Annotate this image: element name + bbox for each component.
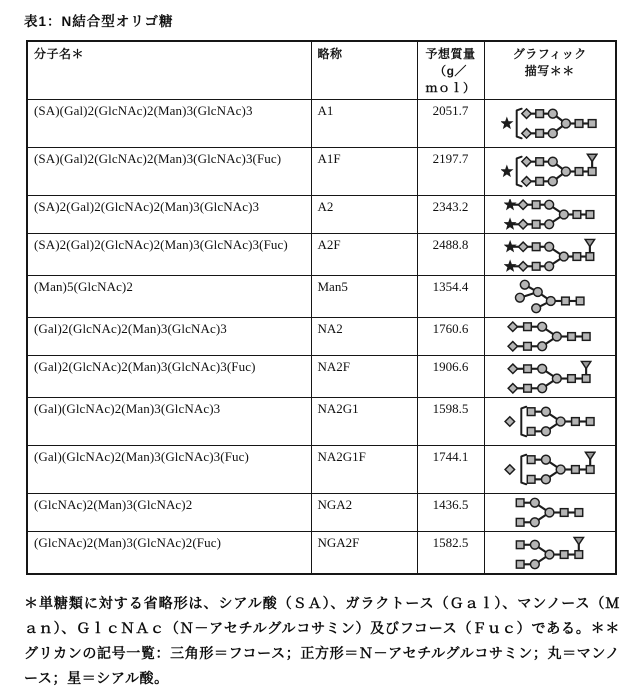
bracket	[521, 407, 526, 437]
mannose-circle-icon	[559, 210, 568, 219]
glcnac-square-icon	[524, 365, 532, 373]
glycan-diagram	[504, 237, 596, 272]
mannose-circle-icon	[545, 200, 554, 209]
molecule-name: (GlcNAc)2(Man)3(GlcNAc)2	[27, 494, 311, 532]
mannose-circle-icon	[541, 455, 550, 464]
glcnac-square-icon	[536, 177, 544, 185]
molecule-name: (Gal)2(GlcNAc)2(Man)3(GlcNAc)3(Fuc)	[27, 356, 311, 398]
table-row	[27, 446, 616, 494]
galactose-diamond-icon	[518, 220, 527, 229]
fucose-triangle-icon	[585, 452, 595, 459]
glcnac-square-icon	[536, 110, 544, 118]
glycan-diagram	[501, 103, 598, 144]
header-row	[27, 41, 616, 100]
mannose-circle-icon	[549, 177, 558, 186]
glcnac-square-icon	[573, 211, 581, 219]
galactose-diamond-icon	[522, 157, 532, 167]
glcnac-square-icon	[527, 427, 535, 435]
glycan-graphic-cell	[484, 446, 616, 494]
mannose-circle-icon	[515, 293, 524, 302]
glcnac-square-icon	[575, 168, 583, 176]
sialic-acid-star-icon	[504, 219, 515, 229]
molecule-name: (SA)(Gal)2(GlcNAc)2(Man)3(GlcNAc)3	[27, 100, 311, 148]
molecule-name: (Gal)2(GlcNAc)2(Man)3(GlcNAc)3	[27, 318, 311, 356]
abbreviation: A2	[311, 196, 417, 234]
expected-mass: 1598.5	[417, 398, 484, 446]
glycan-graphic-cell	[484, 356, 616, 398]
expected-mass: 1744.1	[417, 446, 484, 494]
galactose-diamond-icon	[522, 129, 532, 139]
sialic-acid-star-icon	[504, 241, 515, 251]
mannose-circle-icon	[559, 252, 568, 261]
mannose-circle-icon	[538, 364, 547, 373]
glycan-graphic-cell	[484, 398, 616, 446]
glycan-diagram	[504, 199, 596, 230]
glcnac-square-icon	[586, 466, 594, 474]
glycan-diagram	[504, 401, 596, 442]
fucose-triangle-icon	[585, 239, 594, 246]
abbreviation: A2F	[311, 234, 417, 276]
glcnac-square-icon	[575, 551, 583, 559]
galactose-diamond-icon	[508, 384, 517, 393]
glcnac-square-icon	[575, 509, 583, 517]
glycan-graphic-cell	[484, 318, 616, 356]
galactose-diamond-icon	[518, 200, 527, 209]
glycan-diagram	[507, 359, 592, 394]
molecule-name: (SA)2(Gal)2(GlcNAc)2(Man)3(GlcNAc)3	[27, 196, 311, 234]
page-title: 表1：N結合型オリゴ糖	[24, 14, 174, 29]
mannose-circle-icon	[549, 129, 558, 138]
expected-mass: 1354.4	[417, 276, 484, 318]
col-header-graphic-depiction: グラフィック 描写＊＊	[484, 41, 616, 100]
mannose-circle-icon	[549, 109, 558, 118]
col-header-molecule-name: 分子名＊	[27, 41, 311, 100]
mannose-circle-icon	[553, 374, 562, 383]
glcnac-square-icon	[524, 342, 532, 350]
glcnac-square-icon	[568, 375, 576, 383]
expected-mass: 1436.5	[417, 494, 484, 532]
glycan-graphic-cell	[484, 276, 616, 318]
glycan-graphic-cell	[484, 532, 616, 575]
mannose-circle-icon	[531, 518, 540, 527]
glycan-graphic-cell	[484, 196, 616, 234]
glcnac-square-icon	[536, 158, 544, 166]
mannose-circle-icon	[562, 167, 571, 176]
glcnac-square-icon	[532, 201, 540, 209]
bracket	[521, 455, 526, 485]
mannose-circle-icon	[541, 475, 550, 484]
glcnac-square-icon	[532, 243, 540, 251]
glycan-diagram	[501, 151, 598, 192]
mannose-circle-icon	[556, 417, 565, 426]
table-row	[27, 234, 616, 276]
mannose-circle-icon	[538, 384, 547, 393]
glycan-diagram	[514, 279, 586, 314]
table-row	[27, 398, 616, 446]
glcnac-square-icon	[589, 120, 597, 128]
mannose-circle-icon	[533, 288, 542, 297]
fucose-triangle-icon	[582, 361, 591, 368]
glcnac-square-icon	[532, 262, 540, 270]
table-row	[27, 494, 616, 532]
glcnac-square-icon	[586, 211, 594, 219]
glycan-diagram	[514, 535, 585, 570]
sialic-acid-star-icon	[502, 166, 513, 176]
mannose-circle-icon	[546, 297, 555, 306]
mannose-circle-icon	[545, 220, 554, 229]
glycan-graphic-cell	[484, 494, 616, 532]
mannose-circle-icon	[532, 304, 541, 313]
mannose-circle-icon	[538, 342, 547, 351]
sialic-acid-star-icon	[504, 199, 515, 209]
molecule-name: (Gal)(GlcNAc)2(Man)3(GlcNAc)3(Fuc)	[27, 446, 311, 494]
oligosaccharide-table	[26, 40, 617, 575]
abbreviation: A1F	[311, 148, 417, 196]
glcnac-square-icon	[532, 220, 540, 228]
glycan-graphic-cell	[484, 100, 616, 148]
glcnac-square-icon	[589, 168, 597, 176]
table-row	[27, 196, 616, 234]
expected-mass: 2051.7	[417, 100, 484, 148]
molecule-name: (Gal)(GlcNAc)2(Man)3(GlcNAc)3	[27, 398, 311, 446]
mannose-circle-icon	[545, 262, 554, 271]
glcnac-square-icon	[561, 551, 569, 559]
table-header	[27, 41, 616, 100]
glcnac-square-icon	[527, 408, 535, 416]
glcnac-square-icon	[536, 129, 544, 137]
mannose-circle-icon	[531, 560, 540, 569]
glcnac-square-icon	[583, 333, 591, 341]
glycan-diagram	[504, 449, 596, 490]
molecule-name: (SA)2(Gal)2(GlcNAc)2(Man)3(GlcNAc)3(Fuc)	[27, 234, 311, 276]
expected-mass: 2197.7	[417, 148, 484, 196]
glcnac-square-icon	[586, 418, 594, 426]
glcnac-square-icon	[586, 253, 594, 261]
expected-mass: 2343.2	[417, 196, 484, 234]
glcnac-square-icon	[561, 509, 569, 517]
abbreviation: NA2F	[311, 356, 417, 398]
mannose-circle-icon	[545, 508, 554, 517]
glcnac-square-icon	[573, 253, 581, 261]
glycan-diagram	[514, 497, 585, 528]
glcnac-square-icon	[571, 466, 579, 474]
glcnac-square-icon	[568, 333, 576, 341]
galactose-diamond-icon	[522, 177, 532, 187]
mannose-circle-icon	[549, 157, 558, 166]
glcnac-square-icon	[517, 560, 525, 568]
molecule-name: (GlcNAc)2(Man)3(GlcNAc)2(Fuc)	[27, 532, 311, 575]
abbreviation: Man5	[311, 276, 417, 318]
mannose-circle-icon	[545, 550, 554, 559]
expected-mass: 1760.6	[417, 318, 484, 356]
mannose-circle-icon	[541, 427, 550, 436]
glcnac-square-icon	[571, 418, 579, 426]
fucose-triangle-icon	[588, 154, 598, 161]
mannose-circle-icon	[538, 322, 547, 331]
mannose-circle-icon	[556, 465, 565, 474]
galactose-diamond-icon	[522, 109, 532, 119]
table-row	[27, 356, 616, 398]
table-row	[27, 318, 616, 356]
glcnac-square-icon	[524, 323, 532, 331]
abbreviation: NA2G1	[311, 398, 417, 446]
abbreviation: NGA2F	[311, 532, 417, 575]
galactose-diamond-icon	[505, 465, 515, 475]
glcnac-square-icon	[517, 518, 525, 526]
galactose-diamond-icon	[508, 342, 517, 351]
glcnac-square-icon	[576, 297, 584, 305]
abbreviation: NA2	[311, 318, 417, 356]
glcnac-square-icon	[575, 120, 583, 128]
footnote: ＊単糖類に対する省略形は、シアル酸（ＳＡ）、ガラクトース（Ｇａｌ）、マンノース（Ｍａｎ）、ＧｌｃＮＡｃ（Ｎ－アセチルグルコサミン）及びフコース（Ｆｕｃ）である。＊＊グリカンの記号一覧：三角形＝フコース；正方形＝Ｎ－アセチルグルコサミン；丸＝マンノース；星＝シアル酸。	[24, 595, 620, 686]
col-header-expected-mass: 予想質量 （g／ ｍｏｌ）	[417, 41, 484, 100]
glycan-diagram	[507, 321, 592, 352]
glcnac-square-icon	[524, 384, 532, 392]
mannose-circle-icon	[531, 498, 540, 507]
galactose-diamond-icon	[518, 242, 527, 251]
bracket	[517, 157, 522, 187]
glycan-graphic-cell	[484, 148, 616, 196]
galactose-diamond-icon	[508, 322, 517, 331]
mannose-circle-icon	[531, 540, 540, 549]
glcnac-square-icon	[527, 456, 535, 464]
galactose-diamond-icon	[505, 417, 515, 427]
mannose-circle-icon	[553, 332, 562, 341]
glcnac-square-icon	[517, 541, 525, 549]
glcnac-square-icon	[517, 499, 525, 507]
table-row	[27, 276, 616, 318]
abbreviation: A1	[311, 100, 417, 148]
galactose-diamond-icon	[518, 262, 527, 271]
sialic-acid-star-icon	[504, 261, 515, 271]
mannose-circle-icon	[541, 407, 550, 416]
galactose-diamond-icon	[508, 364, 517, 373]
fucose-triangle-icon	[574, 537, 583, 544]
mannose-circle-icon	[562, 119, 571, 128]
glcnac-square-icon	[527, 475, 535, 483]
glcnac-square-icon	[583, 375, 591, 383]
table-row	[27, 100, 616, 148]
sialic-acid-star-icon	[502, 118, 513, 128]
abbreviation: NGA2	[311, 494, 417, 532]
col-header-abbreviation: 略称	[311, 41, 417, 100]
table-row	[27, 148, 616, 196]
glycan-graphic-cell	[484, 234, 616, 276]
expected-mass: 1582.5	[417, 532, 484, 575]
abbreviation: NA2G1F	[311, 446, 417, 494]
glcnac-square-icon	[561, 297, 569, 305]
bracket	[517, 109, 522, 139]
table-body	[27, 100, 616, 575]
mannose-circle-icon	[520, 280, 529, 289]
mannose-circle-icon	[545, 242, 554, 251]
table-row	[27, 532, 616, 575]
expected-mass: 1906.6	[417, 356, 484, 398]
molecule-name: (SA)(Gal)2(GlcNAc)2(Man)3(GlcNAc)3(Fuc)	[27, 148, 311, 196]
molecule-name: (Man)5(GlcNAc)2	[27, 276, 311, 318]
expected-mass: 2488.8	[417, 234, 484, 276]
